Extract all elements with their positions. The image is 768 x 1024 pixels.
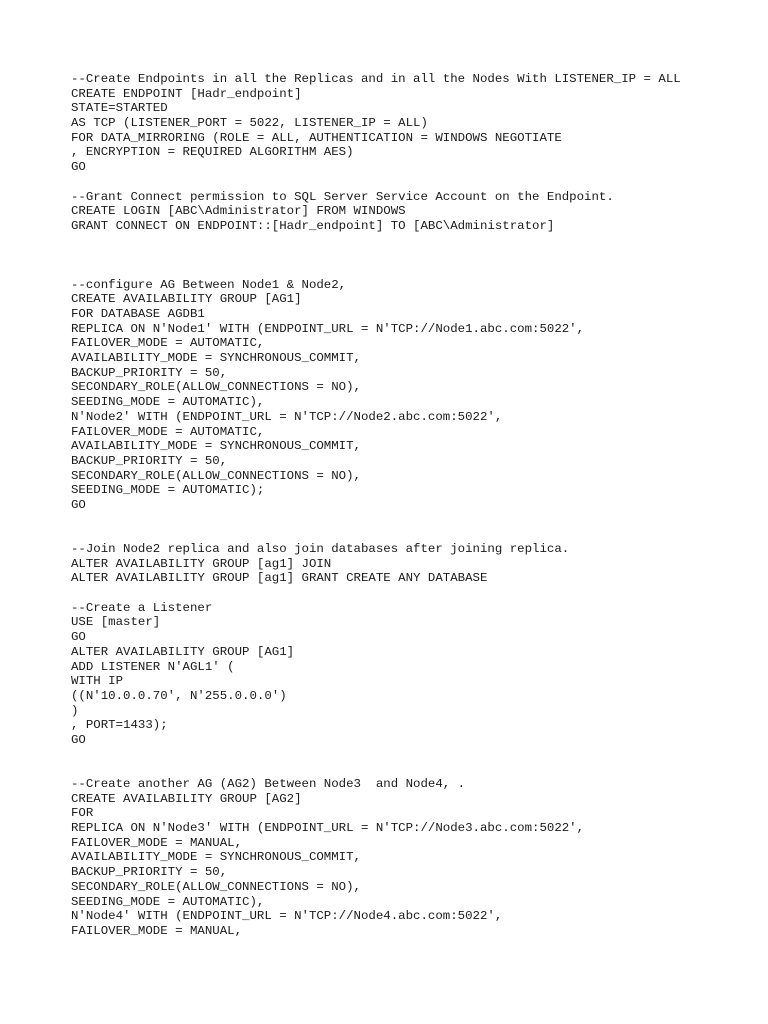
code-line: , ENCRYPTION = REQUIRED ALGORITHM AES) bbox=[71, 145, 354, 160]
code-line: ALTER AVAILABILITY GROUP [ag1] GRANT CREATE ANY DATABASE bbox=[71, 571, 488, 586]
code-line: SECONDARY_ROLE(ALLOW_CONNECTIONS = NO), bbox=[71, 380, 361, 395]
code-line: AVAILABILITY_MODE = SYNCHRONOUS_COMMIT, bbox=[71, 351, 361, 366]
code-line: BACKUP_PRIORITY = 50, bbox=[71, 453, 228, 468]
code-line: STATE=STARTED bbox=[71, 101, 168, 116]
code-line: BACKUP_PRIORITY = 50, bbox=[71, 365, 228, 380]
code-line: AVAILABILITY_MODE = SYNCHRONOUS_COMMIT, bbox=[71, 439, 361, 454]
code-line: GO bbox=[71, 497, 86, 512]
document-page bbox=[71, 72, 761, 939]
code-line bbox=[71, 248, 761, 263]
code-line: BACKUP_PRIORITY = 50, bbox=[71, 865, 228, 880]
code-line: FOR bbox=[71, 806, 94, 821]
code-line: WITH IP bbox=[71, 674, 124, 689]
code-line bbox=[71, 748, 761, 763]
code-line: SECONDARY_ROLE(ALLOW_CONNECTIONS = NO), bbox=[71, 879, 361, 894]
code-line bbox=[71, 263, 761, 278]
code-line: FOR DATABASE AGDB1 bbox=[71, 307, 205, 321]
code-line: N'Node4' WITH (ENDPOINT_URL = N'TCP://Node4.abc.com:5022', bbox=[71, 909, 503, 924]
code-line: --Join Node2 replica and also join databases after joining replica. bbox=[71, 542, 570, 556]
code-line: GO bbox=[71, 732, 86, 747]
code-line: REPLICA ON N'Node3' WITH (ENDPOINT_URL = N'TCP://Node3.abc.com:5022', bbox=[71, 821, 585, 836]
code-line: FOR DATA_MIRRORING (ROLE = ALL, AUTHENTICATION = WINDOWS NEGOTIATE bbox=[71, 130, 562, 145]
code-line: GO bbox=[71, 630, 86, 645]
code-line: SEEDING_MODE = AUTOMATIC), bbox=[71, 395, 265, 410]
code-line: N'Node2' WITH (ENDPOINT_URL = N'TCP://Node2.abc.com:5022', bbox=[71, 409, 503, 424]
code-line: CREATE AVAILABILITY GROUP [AG1] bbox=[71, 292, 302, 307]
code-line: ((N'10.0.0.70', N'255.0.0.0') bbox=[71, 688, 287, 703]
code-line bbox=[71, 513, 761, 528]
code-line: --Create Endpoints in all the Replicas and in all the Nodes With LISTENER_IP = ALL bbox=[71, 72, 681, 86]
code-line: CREATE ENDPOINT [Hadr_endpoint] bbox=[71, 86, 302, 101]
code-line: CREATE LOGIN [ABC\Administrator] FROM WINDOWS bbox=[71, 204, 406, 219]
code-line bbox=[71, 234, 761, 249]
code-line: REPLICA ON N'Node1' WITH (ENDPOINT_URL = N'TCP://Node1.abc.com:5022', bbox=[71, 321, 585, 336]
code-line: USE [master] bbox=[71, 615, 161, 630]
code-line: FAILOVER_MODE = AUTOMATIC, bbox=[71, 336, 265, 351]
code-line bbox=[71, 586, 761, 601]
code-line: --configure AG Between Node1 & Node2, bbox=[71, 277, 347, 292]
code-line bbox=[71, 175, 761, 190]
code-line bbox=[71, 762, 761, 777]
code-line: --Create a Listener bbox=[71, 600, 213, 615]
code-line: , PORT=1433); bbox=[71, 718, 168, 733]
code-line: AS TCP (LISTENER_PORT = 5022, LISTENER_IP = ALL) bbox=[71, 116, 428, 131]
code-line: ALTER AVAILABILITY GROUP [AG1] bbox=[71, 644, 295, 659]
code-line: SEEDING_MODE = AUTOMATIC), bbox=[71, 894, 265, 909]
code-line: GRANT CONNECT ON ENDPOINT::[Hadr_endpoint] TO [ABC\Administrator] bbox=[71, 218, 555, 233]
code-line: FAILOVER_MODE = MANUAL, bbox=[71, 835, 243, 850]
code-line: GO bbox=[71, 160, 86, 175]
code-line: --Create another AG (AG2) Between Node3 and Node4, . bbox=[71, 777, 466, 791]
code-line: ALTER AVAILABILITY GROUP [ag1] JOIN bbox=[71, 556, 332, 571]
code-line: --Grant Connect permission to SQL Server Service Account on the Endpoint. bbox=[71, 189, 614, 204]
code-line: AVAILABILITY_MODE = SYNCHRONOUS_COMMIT, bbox=[71, 850, 361, 865]
code-line: ) bbox=[71, 703, 79, 718]
code-line: ADD LISTENER N'AGL1' ( bbox=[71, 659, 235, 674]
code-line: FAILOVER_MODE = MANUAL, bbox=[71, 923, 243, 938]
code-line: SECONDARY_ROLE(ALLOW_CONNECTIONS = NO), bbox=[71, 468, 361, 483]
code-line: FAILOVER_MODE = AUTOMATIC, bbox=[71, 424, 265, 439]
code-line: CREATE AVAILABILITY GROUP [AG2] bbox=[71, 791, 302, 806]
code-line bbox=[71, 527, 761, 542]
code-line: SEEDING_MODE = AUTOMATIC); bbox=[71, 483, 265, 498]
